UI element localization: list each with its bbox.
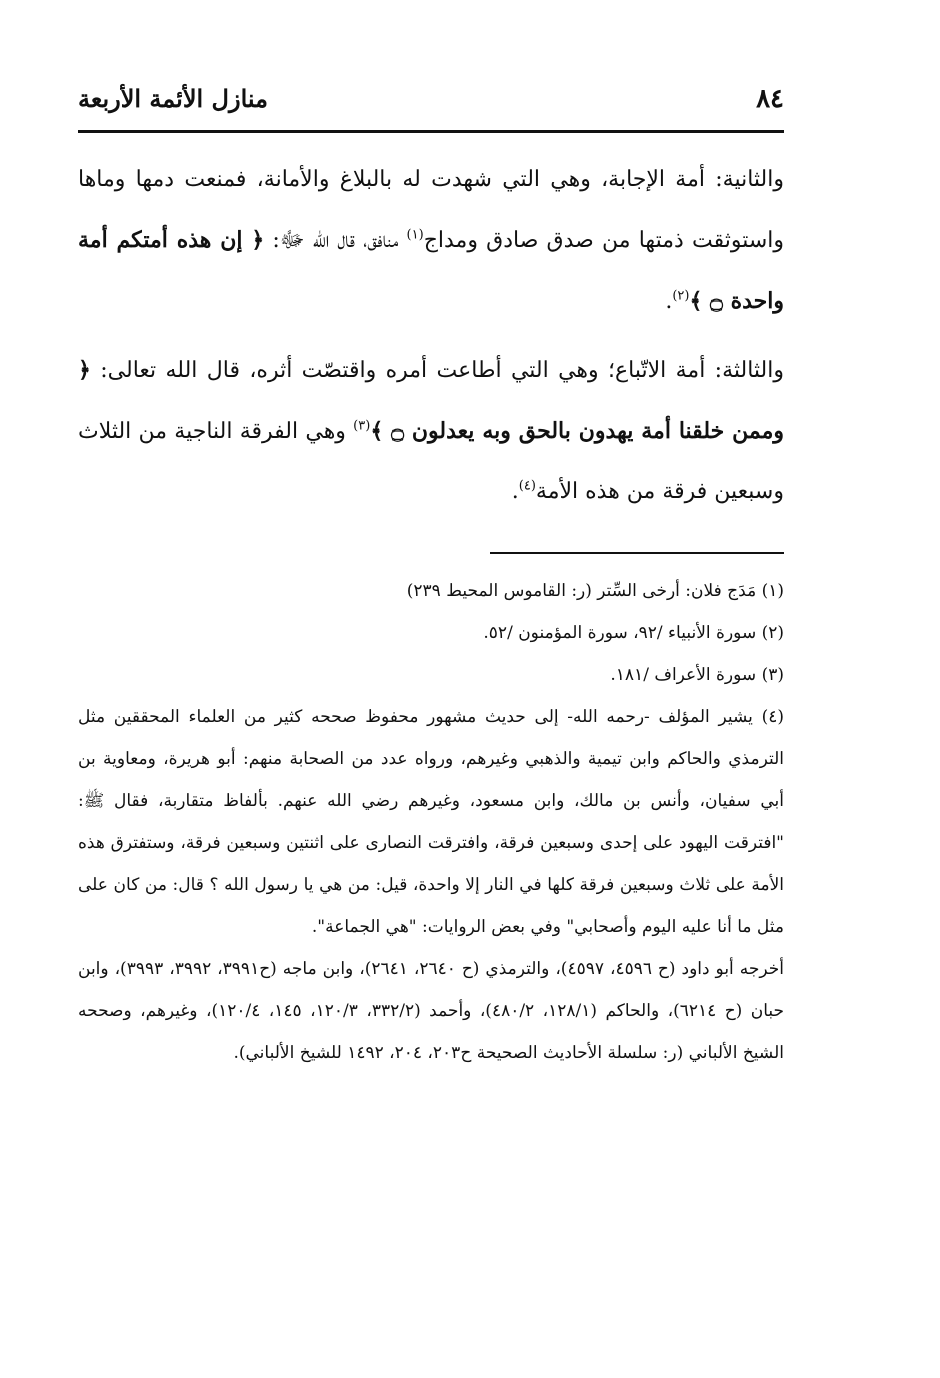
footnote-ref-4: (٤) <box>518 478 536 494</box>
footnotes <box>78 570 784 1074</box>
text-run: وهي الفرقة الناجية من الثلاث وسبعين فرقة من هذه الأمة <box>78 419 784 504</box>
footnote-ref-3: (٣) <box>353 418 371 434</box>
footnote-3: (٣) سورة الأعراف /١٨١. <box>610 665 784 685</box>
text-run: والثالثة: أمة الاتّباع؛ وهي التي أطاعت أمره واقتصّت أثره، قال الله تعالى: <box>90 358 784 383</box>
page-number: ٨٤ <box>756 84 784 114</box>
quran-verse: ﴿ وممن خلقنا أمة يهدون بالحق وبه يعدلون ۝ ﴾ <box>78 357 784 444</box>
quran-verse: ﴿ إن هذه أمتكم أمة واحدة ۝ ﴾ <box>78 227 784 314</box>
header-rule <box>78 130 784 133</box>
footnote-ref-1: (١) <box>406 227 424 243</box>
text-run: . <box>665 289 673 314</box>
paragraph-third-nation <box>78 340 784 522</box>
footnote-2: (٢) سورة الأنبياء /٩٢، سورة المؤمنون /٥٢. <box>483 623 784 643</box>
main-text <box>78 150 784 522</box>
footnote-4-references: أخرجه أبو داود (ح ٤٥٩٦، ٤٥٩٧)، والترمذي (ح ٢٦٤٠، ٢٦٤١)، وابن ماجه (ح٣٩٩١، ٣٩٩٢، ٣٩٩٣)، وابن حبان (ح ٦٢١٤)، والحاكم (١٢٨/١، ٤٨٠/٢)، وأحمد (٣٣٢/٢، ١٢٠/٣، ١٤٥، ١٢٠/٤)، وغيرهم، وصححه الشيخ الألباني (ر: سلسلة الأحاديث الصحيحة ح٢٠٣، ٢٠٤، ١٤٩٢ للشيخ الألباني). <box>78 959 785 1063</box>
paragraph-second-nation <box>78 150 784 332</box>
page-header <box>78 78 784 124</box>
text-run: منافق، قال الله ﷻ: <box>264 228 407 253</box>
footnote-1: (١) مَدَج فلان: أرخى السِّتر (ر: القاموس المحيط ٢٣٩) <box>406 581 784 601</box>
footnote-ref-2: (٢) <box>672 288 690 304</box>
footnote-separator <box>490 552 784 554</box>
footnote-4: (٤) يشير المؤلف -رحمه الله- إلى حديث مشهور محفوظ صححه كثير من العلماء المحققين مثل الترمذي والحاكم وابن تيمية والذهبي وغيرهم، ورواه عدد من الصحابة منهم: أبو هريرة، ومعاوية بن أبي سفيان، وأنس بن مالك، وابن مسعود، وغيرهم رضي الله عنهم. بألفاظ متقاربة، فقال ﷺ: "افترقت اليهود على إحدى وسبعين فرقة، وافترقت النصارى على اثنتين وسبعين فرقة، وستفترق هذه الأمة على ثلاث وسبعين فرقة كلها في النار إلا واحدة، قيل: من هي يا رسول الله ؟ قال: من كان على مثل ما أنا عليه اليوم وأصحابي" وفي بعض الروايات: "هي الجماعة". <box>78 707 784 937</box>
running-title: منازل الأئمة الأربعة <box>78 84 268 113</box>
text-run: والثانية: أمة الإجابة، وهي التي شهدت له بالبلاغ والأمانة، فمنعت دمها وماها واستوثقت ذمتها من صدق صادق ومداج <box>78 167 784 253</box>
text-run: . <box>511 479 519 504</box>
